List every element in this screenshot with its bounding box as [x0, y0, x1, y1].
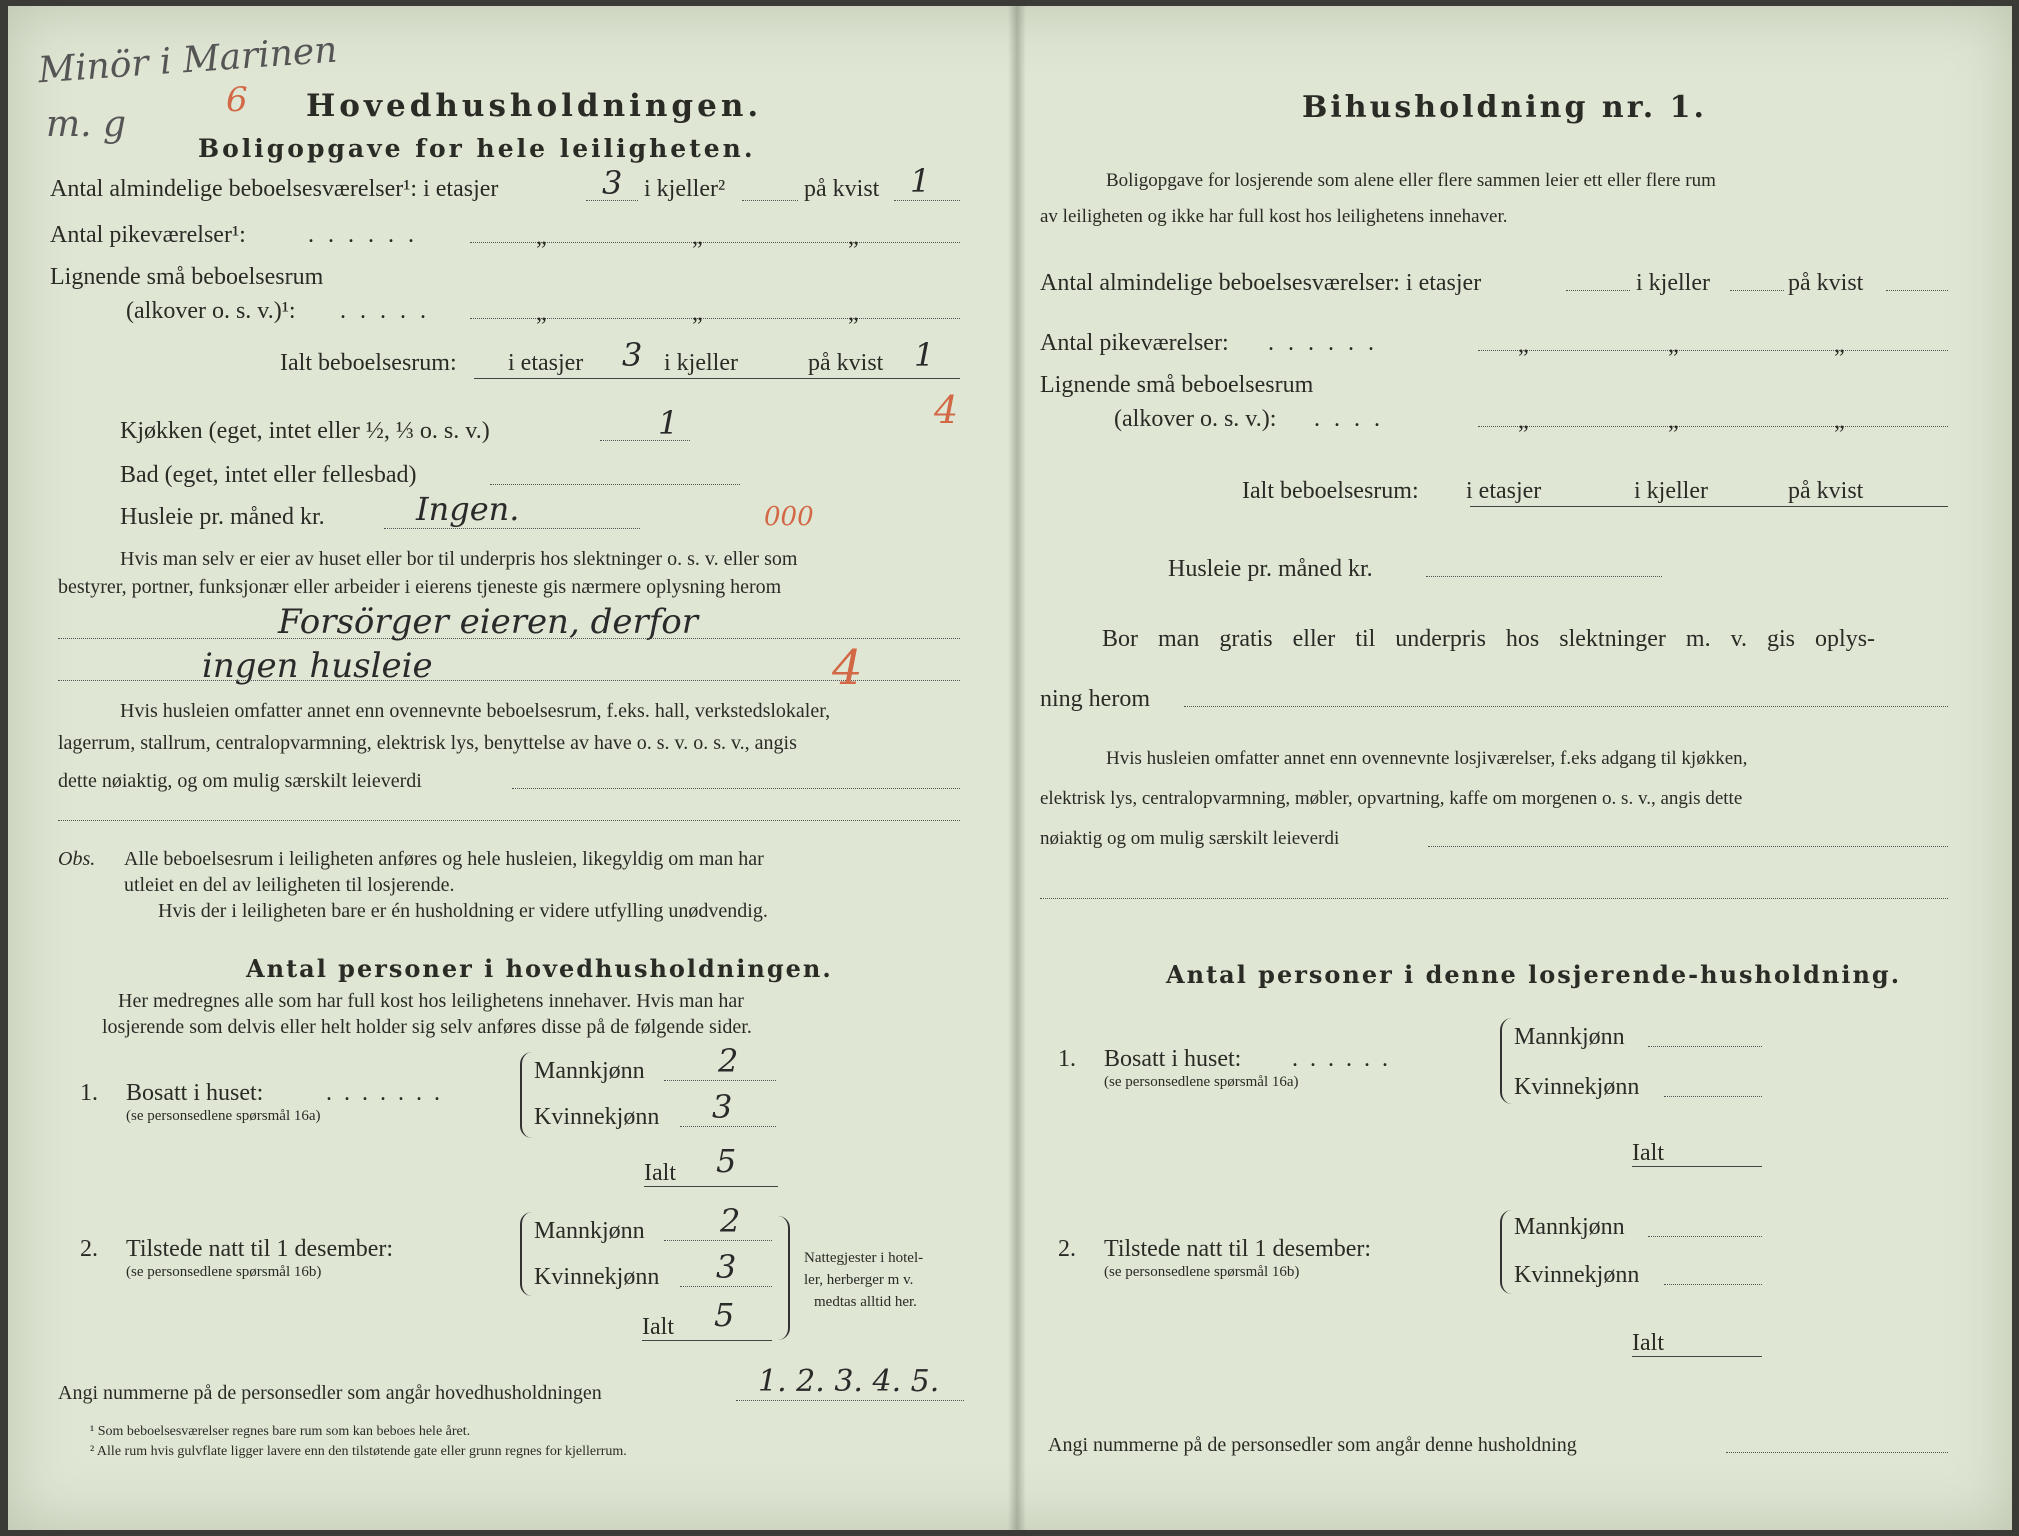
left-row3-q1: „	[536, 300, 547, 326]
right-q2-label: Tilstede natt til 1 desember:	[1104, 1236, 1372, 1262]
census-form-sheet	[8, 6, 2012, 1530]
left-persons-text1: Her medregnes alle som har full kost hos leilighetens innehaver. Hvis man har	[118, 990, 744, 1012]
right-ialt-etasjer-label: i etasjer	[1466, 478, 1542, 504]
right-q2-ialt-label: Ialt	[1632, 1330, 1664, 1356]
left-ialt-label: Ialt beboelsesrum:	[280, 350, 457, 376]
left-q1-label: Bosatt i huset:	[126, 1080, 264, 1106]
right-q1-ialt-line	[1632, 1166, 1762, 1167]
left-row2-q3: „	[848, 224, 859, 250]
right-row1-kjeller-label: i kjeller	[1636, 270, 1710, 296]
right-intro2: av leiligheten og ikke har full kost hos leilighetens innehaver.	[1040, 206, 1508, 227]
left-para1-line1: Hvis man selv er eier av huset eller bor til underpris hos slektninger o. s. v. eller som	[120, 548, 798, 570]
left-kjokken-value: 1	[658, 404, 679, 442]
left-husleie-line	[384, 528, 640, 529]
right-q2-ialt-line	[1632, 1356, 1762, 1357]
left-para1-line2: bestyrer, portner, funksjonær eller arbeider i eierens tjeneste gis nærmere oplysning herom	[58, 576, 782, 598]
left-q1-kvinne-value: 3	[712, 1088, 733, 1126]
left-hand-answer1: Forsörger eieren, derfor	[278, 602, 699, 642]
right-q2-mann-label: Mannkjønn	[1514, 1214, 1625, 1240]
left-ialt-underline	[474, 378, 960, 379]
left-q1-ialt-line	[644, 1186, 778, 1187]
right-angi-line	[1726, 1452, 1948, 1453]
left-q2-ialt-label: Ialt	[642, 1314, 674, 1340]
right-title: Bihusholdning nr. 1.	[1302, 90, 1707, 125]
left-para2-line-extra	[58, 820, 960, 821]
left-row2-q1: „	[536, 224, 547, 250]
right-row1-label: Antal almindelige beboelsesværelser: i etasjer	[1040, 270, 1482, 296]
right-q2-sub: (se personsedlene spørsmål 16b)	[1104, 1264, 1300, 1280]
left-para2-line3: dette nøiaktig, og om mulig særskilt leieverdi	[58, 770, 422, 792]
left-row1-kjeller-label: i kjeller²	[644, 176, 726, 202]
left-row3-q2: „	[692, 300, 703, 326]
left-q1-number: 1.	[80, 1080, 98, 1106]
right-husleie-label: Husleie pr. måned kr.	[1168, 556, 1373, 582]
right-ialt-kjeller-label: i kjeller	[1634, 478, 1708, 504]
left-q2-kvinne-line	[680, 1286, 772, 1287]
left-row1-label: Antal almindelige beboelsesværelser¹: i etasjer	[50, 176, 499, 202]
right-row3-label2: (alkover o. s. v.):	[1114, 406, 1277, 432]
left-para1-answer-line2	[58, 680, 960, 681]
right-persons-title: Antal personer i denne losjerende-husholdning.	[1166, 960, 1902, 989]
left-q1-dots: .......	[326, 1080, 452, 1106]
right-q2-number: 2.	[1058, 1236, 1076, 1262]
left-row2-q2: „	[692, 224, 703, 250]
right-ialt-kvist-label: på kvist	[1788, 478, 1864, 504]
right-row2-line	[1478, 350, 1948, 351]
left-obs-line3: Hvis der i leiligheten bare er én husholdning er videre utfylling unødvendig.	[158, 900, 768, 922]
right-row2-q3: „	[1834, 332, 1845, 358]
left-title: Hovedhusholdningen.	[306, 88, 763, 124]
left-obs-label: Obs.	[58, 848, 96, 870]
left-persons-text2: losjerende som delvis eller helt holder sig selv anføres disse på de følgende sider.	[102, 1016, 752, 1038]
left-ialt-kjeller-label: i kjeller	[664, 350, 738, 376]
left-q2-brace	[520, 1212, 532, 1296]
left-ialt-etasjer-label: i etasjer	[508, 350, 584, 376]
left-q1-mann-label: Mannkjønn	[534, 1058, 645, 1084]
left-q1-ialt-label: Ialt	[644, 1160, 676, 1186]
left-row1-kvist-label: på kvist	[804, 176, 880, 202]
margin-note-mg: m. g	[46, 104, 127, 145]
right-q2-mann-line	[1648, 1236, 1762, 1237]
left-hand-red-mark: 4	[832, 640, 863, 696]
right-row1-kvist-label: på kvist	[1788, 270, 1864, 296]
left-row3-dots: .....	[340, 298, 440, 324]
left-q2-label: Tilstede natt til 1 desember:	[126, 1236, 394, 1262]
right-angi-label: Angi nummerne på de personsedler som angår denne husholdning	[1048, 1434, 1577, 1456]
left-q1-ialt-value: 5	[716, 1142, 737, 1180]
right-para-line2: elektrisk lys, centralopvarmning, møbler, opvartning, kaffe om morgenen o. s. v., angis dette	[1040, 788, 1743, 809]
left-ialt-kvist-value: 1	[914, 336, 935, 374]
left-q2-kvinne-label: Kvinnekjønn	[534, 1264, 660, 1290]
right-row3-q3: „	[1834, 408, 1845, 434]
right-q1-number: 1.	[1058, 1046, 1076, 1072]
left-husleie-value: Ingen.	[416, 490, 520, 528]
right-row3-dots: ....	[1314, 406, 1394, 432]
right-bor-line2: ning herom	[1040, 686, 1150, 712]
left-q2-note3: medtas alltid her.	[814, 1294, 917, 1310]
left-q2-ialt-line	[642, 1340, 772, 1341]
right-intro1: Boligopgave for losjerende som alene eller flere sammen leier ett eller flere rum	[1106, 170, 1716, 191]
left-obs-line1: Alle beboelsesrum i leiligheten anføres og hele husleien, likegyldig om man har	[124, 848, 764, 870]
right-row1-kvist-line	[1886, 290, 1948, 291]
right-q1-kvinne-line	[1664, 1096, 1762, 1097]
left-row1-kvist-line	[894, 200, 960, 201]
left-q1-sub: (se personsedlene spørsmål 16a)	[126, 1108, 321, 1124]
left-angi-line	[736, 1400, 964, 1401]
left-q2-ialt-value: 5	[714, 1296, 735, 1334]
right-q2-kvinne-line	[1664, 1284, 1762, 1285]
page-fold	[1008, 6, 1026, 1530]
right-row2-q2: „	[1668, 332, 1679, 358]
left-husleie-red: 000	[764, 502, 814, 532]
right-q1-dots: ......	[1292, 1046, 1400, 1072]
margin-note-number: 6	[226, 80, 248, 120]
left-persons-title: Antal personer i hovedhusholdningen.	[246, 954, 833, 983]
left-q1-brace	[520, 1052, 532, 1138]
right-ialt-underline	[1470, 506, 1948, 507]
right-para-line3: nøiaktig og om mulig særskilt leieverdi	[1040, 828, 1340, 849]
right-row2-q1: „	[1518, 332, 1529, 358]
left-hand-answer2: ingen husleie	[202, 646, 433, 686]
right-q1-label: Bosatt i huset:	[1104, 1046, 1242, 1072]
left-row1-kjeller-line	[742, 200, 798, 201]
left-row3-q3: „	[848, 300, 859, 326]
right-row3-q2: „	[1668, 408, 1679, 434]
margin-note-occupation: Minör i Marinen	[36, 29, 339, 92]
left-subtitle: Boligopgave for hele leiligheten.	[198, 134, 756, 163]
left-q2-note2: ler, herberger m v.	[804, 1272, 914, 1288]
left-q1-mann-value: 2	[718, 1042, 739, 1080]
left-row3-label2: (alkover o. s. v.)¹:	[126, 298, 296, 324]
right-bor-line1: Bor man gratis eller til underpris hos slektninger m. v. gis oplys-	[1102, 626, 1876, 652]
left-row1-etasjer-value: 3	[602, 164, 623, 202]
right-q1-mann-label: Mannkjønn	[1514, 1024, 1625, 1050]
right-q2-brace	[1500, 1210, 1512, 1294]
left-obs-line2: utleiet en del av leiligheten til losjerende.	[124, 874, 455, 896]
right-q1-ialt-label: Ialt	[1632, 1140, 1664, 1166]
right-q2-kvinne-label: Kvinnekjønn	[1514, 1262, 1640, 1288]
left-para2-line2: lagerrum, stallrum, centralopvarmning, elektrisk lys, benyttelse av have o. s. v. o. s. v., angis	[58, 732, 797, 754]
left-angi-label: Angi nummerne på de personsedler som angår hovedhusholdningen	[58, 1382, 602, 1404]
left-q1-mann-line	[664, 1080, 776, 1081]
left-ialt-red-mark: 4	[934, 388, 959, 432]
left-q2-note1: Nattegjester i hotel-	[804, 1250, 924, 1266]
left-kjokken-label: Kjøkken (eget, intet eller ½, ⅓ o. s. v.)	[120, 418, 490, 444]
right-row2-label: Antal pikeværelser:	[1040, 330, 1229, 356]
left-row2-label: Antal pikeværelser¹:	[50, 222, 246, 248]
left-para2-line	[512, 788, 960, 789]
right-row3-line	[1478, 426, 1948, 427]
right-row2-dots: ......	[1268, 330, 1388, 356]
left-q1-kvinne-line	[680, 1126, 776, 1127]
left-q2-mann-value: 2	[720, 1202, 741, 1240]
left-q2-sub: (se personsedlene spørsmål 16b)	[126, 1264, 322, 1280]
right-row3-label1: Lignende små beboelsesrum	[1040, 372, 1314, 398]
left-bad-label: Bad (eget, intet eller fellesbad)	[120, 462, 417, 488]
right-para-line-extra	[1040, 898, 1948, 899]
left-q2-number: 2.	[80, 1236, 98, 1262]
left-para2-line1: Hvis husleien omfatter annet enn ovennevnte beboelsesrum, f.eks. hall, verkstedslokaler,	[120, 700, 831, 722]
left-row2-dots: ......	[308, 222, 428, 248]
left-q2-mann-line	[664, 1240, 772, 1241]
left-q2-kvinne-value: 3	[716, 1248, 737, 1286]
right-ialt-label: Ialt beboelsesrum:	[1242, 478, 1419, 504]
right-husleie-line	[1426, 576, 1662, 577]
left-footnote1: ¹ Som beboelsesværelser regnes bare rum som kan beboes hele året.	[90, 1424, 471, 1439]
left-q2-brace-right	[778, 1216, 790, 1340]
right-q1-sub: (se personsedlene spørsmål 16a)	[1104, 1074, 1299, 1090]
right-para-line	[1428, 846, 1948, 847]
left-row3-label1: Lignende små beboelsesrum	[50, 264, 324, 290]
right-para-line1: Hvis husleien omfatter annet enn ovennevnte losjiværelser, f.eks adgang til kjøkken,	[1106, 748, 1748, 769]
left-row1-kvist-value: 1	[910, 162, 931, 200]
right-row3-q1: „	[1518, 408, 1529, 434]
left-ialt-kvist-label: på kvist	[808, 350, 884, 376]
left-ialt-etasjer-value: 3	[622, 336, 643, 374]
right-q1-kvinne-label: Kvinnekjønn	[1514, 1074, 1640, 1100]
left-angi-value: 1. 2. 3. 4. 5.	[758, 1364, 940, 1399]
left-q1-kvinne-label: Kvinnekjønn	[534, 1104, 660, 1130]
right-q1-brace	[1500, 1018, 1512, 1104]
right-row1-kjeller-line	[1730, 290, 1784, 291]
left-bad-line	[490, 484, 740, 485]
left-husleie-label: Husleie pr. måned kr.	[120, 504, 325, 530]
right-q1-mann-line	[1648, 1046, 1762, 1047]
left-q2-mann-label: Mannkjønn	[534, 1218, 645, 1244]
left-footnote2: ² Alle rum hvis gulvflate ligger lavere enn den tilstøtende gate eller grunn regnes for kjellerrum.	[90, 1444, 627, 1459]
right-bor-line	[1184, 706, 1948, 707]
right-row1-etasjer-line	[1566, 290, 1630, 291]
